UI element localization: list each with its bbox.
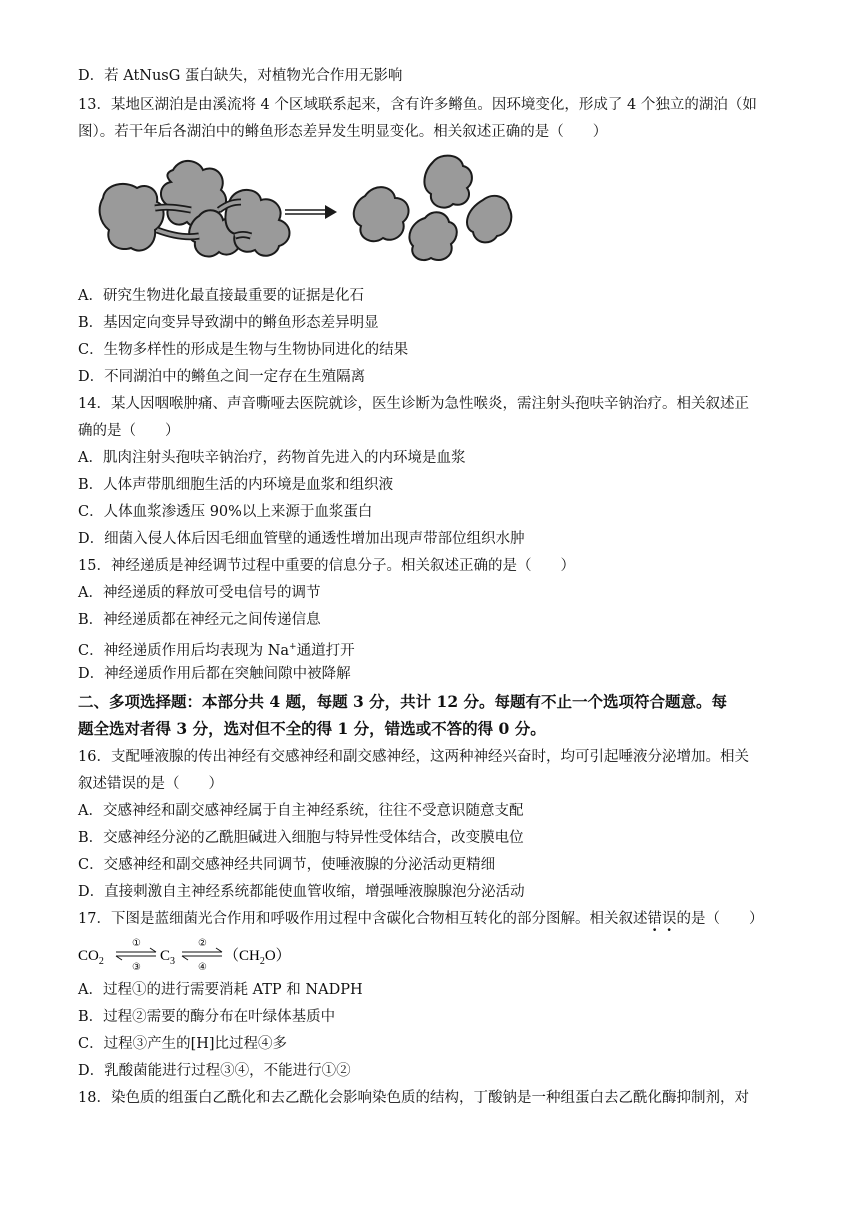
step-2-label: ②: [198, 938, 207, 949]
q14-stem-line1: 14．某人因咽喉肿痛、声音嘶哑去医院就诊，医生诊断为急性喉炎，需注射头孢呋辛钠治疗。相关叙述正: [78, 396, 749, 412]
q15-option-a: A．神经递质的释放可受电信号的调节: [78, 585, 321, 601]
connected-lakes: [100, 161, 290, 257]
q17-option-a: A．过程①的进行需要消耗 ATP 和 NADPH: [78, 982, 363, 998]
q17-stem-text: 17．下图是蓝细菌光合作用和呼吸作用过程中含碳化合物相互转化的部分图解。相关叙述: [78, 911, 648, 927]
isolated-lake-2: [424, 156, 472, 208]
section-2-heading-line1: 二、多项选择题：本部分共 4 题，每题 3 分，共计 12 分。每题有不止一个选项符合题意。每: [78, 692, 728, 711]
sodium-charge: +: [289, 642, 297, 652]
c3-label: $C_3$: [160, 948, 176, 967]
q13-option-d: D．不同湖泊中的鳉鱼之间一定存在生殖隔离: [78, 369, 366, 385]
q15-option-c: [78, 637, 355, 661]
isolated-lake-1: [354, 187, 409, 241]
ch2o-label: $(CH_2O)$: [224, 948, 291, 967]
isolated-lakes: [354, 156, 512, 260]
q13-stem-line2: 图）。若干年后各湖泊中的鳉鱼形态差异发生明显变化。相关叙述正确的是（ ）: [78, 124, 608, 140]
q13-stem-line1: 13．某地区湖泊是由溪流将 4 个区域联系起来，含有许多鳉鱼。因环境变化，形成了 4 个独立的湖泊（如: [78, 97, 757, 113]
q13-option-a: A．研究生物进化最直接最重要的证据是化石: [78, 288, 364, 304]
q14-option-b: B．人体声带肌细胞生活的内环境是血浆和组织液: [78, 477, 394, 493]
q17-stem-tail: 的是（ ）: [676, 911, 764, 927]
stream-4-fill: [235, 235, 251, 237]
q16-option-c: C．交感神经和副交感神经共同调节，使唾液腺的分泌活动更精细: [78, 857, 496, 873]
q14-option-c: C．人体血浆渗透压 90%以上来源于血浆蛋白: [78, 504, 373, 520]
emphasis-char-2: 误: [661, 911, 677, 927]
q17-option-b: B．过程②需要的酶分布在叶绿体基质中: [78, 1009, 336, 1025]
q14-stem-line2: 确的是（ ）: [78, 423, 180, 439]
q16-option-b: B．交感神经分泌的乙酰胆碱进入细胞与特异性受体结合，改变膜电位: [78, 830, 524, 846]
q16-stem-line2: 叙述错误的是（ ）: [78, 776, 223, 792]
step-4-label: ④: [198, 962, 207, 972]
q13-option-b: B．基因定向变异导致湖中的鳉鱼形态差异明显: [78, 315, 379, 331]
q14-option-d: D．细菌入侵人体后因毛细血管壁的通透性增加出现声带部位组织水肿: [78, 531, 525, 547]
emphasis-char-1: 错: [647, 911, 662, 927]
lake-region-1: [100, 184, 164, 251]
isolated-lake-3: [409, 212, 456, 260]
q13-option-c: C．生物多样性的形成是生物与生物协同进化的结果: [78, 342, 409, 358]
q16-option-a: A．交感神经和副交感神经属于自主神经系统，往往不受意识随意支配: [78, 803, 524, 819]
q15-stem: 15．神经递质是神经调节过程中重要的信息分子。相关叙述正确的是（ ）: [78, 558, 575, 574]
q15-option-b: B．神经递质都在神经元之间传递信息: [78, 612, 321, 628]
q16-stem-line1: 16．支配唾液腺的传出神经有交感神经和副交感神经，这两种神经兴奋时，均可引起唾液分泌增加。相关: [78, 749, 749, 765]
q15-option-c-tail: 通道打开: [296, 642, 355, 659]
step-3-label: ③: [132, 962, 141, 972]
q15-option-c-text: C．神经递质作用后均表现为 Na: [78, 642, 290, 659]
q15-option-d: D．神经递质作用后都在突触间隙中被降解: [78, 666, 351, 682]
carbon-conversion-diagram: [78, 938, 318, 972]
co2-label: $CO_2$: [78, 948, 104, 967]
section-2-heading-line2: 题全选对者得 3 分，选对但不全的得 1 分，错选或不答的得 0 分。: [78, 719, 546, 738]
q12-option-d: D．若 AtNusG 蛋白缺失，对植物光合作用无影响: [78, 68, 403, 84]
lake-figure: [95, 152, 515, 272]
isolated-lake-4: [467, 196, 511, 243]
q17-stem: [78, 909, 763, 929]
q16-option-d: D．直接刺激自主神经系统都能使血管收缩，增强唾液腺腺泡分泌活动: [78, 884, 525, 900]
step-1-label: ①: [132, 938, 141, 949]
q14-option-a: A．肌肉注射头孢呋辛钠治疗，药物首先进入的内环境是血浆: [78, 450, 466, 466]
q18-stem-line1: 18．染色质的组蛋白乙酰化和去乙酰化会影响染色质的结构，丁酸钠是一种组蛋白去乙酰化酶抑制剂，对: [78, 1090, 749, 1106]
transition-arrow: [285, 205, 337, 219]
q17-option-c: C．过程③产生的[H]比过程④多: [78, 1036, 288, 1052]
q17-option-d: D．乳酸菌能进行过程③④，不能进行①②: [78, 1063, 351, 1079]
